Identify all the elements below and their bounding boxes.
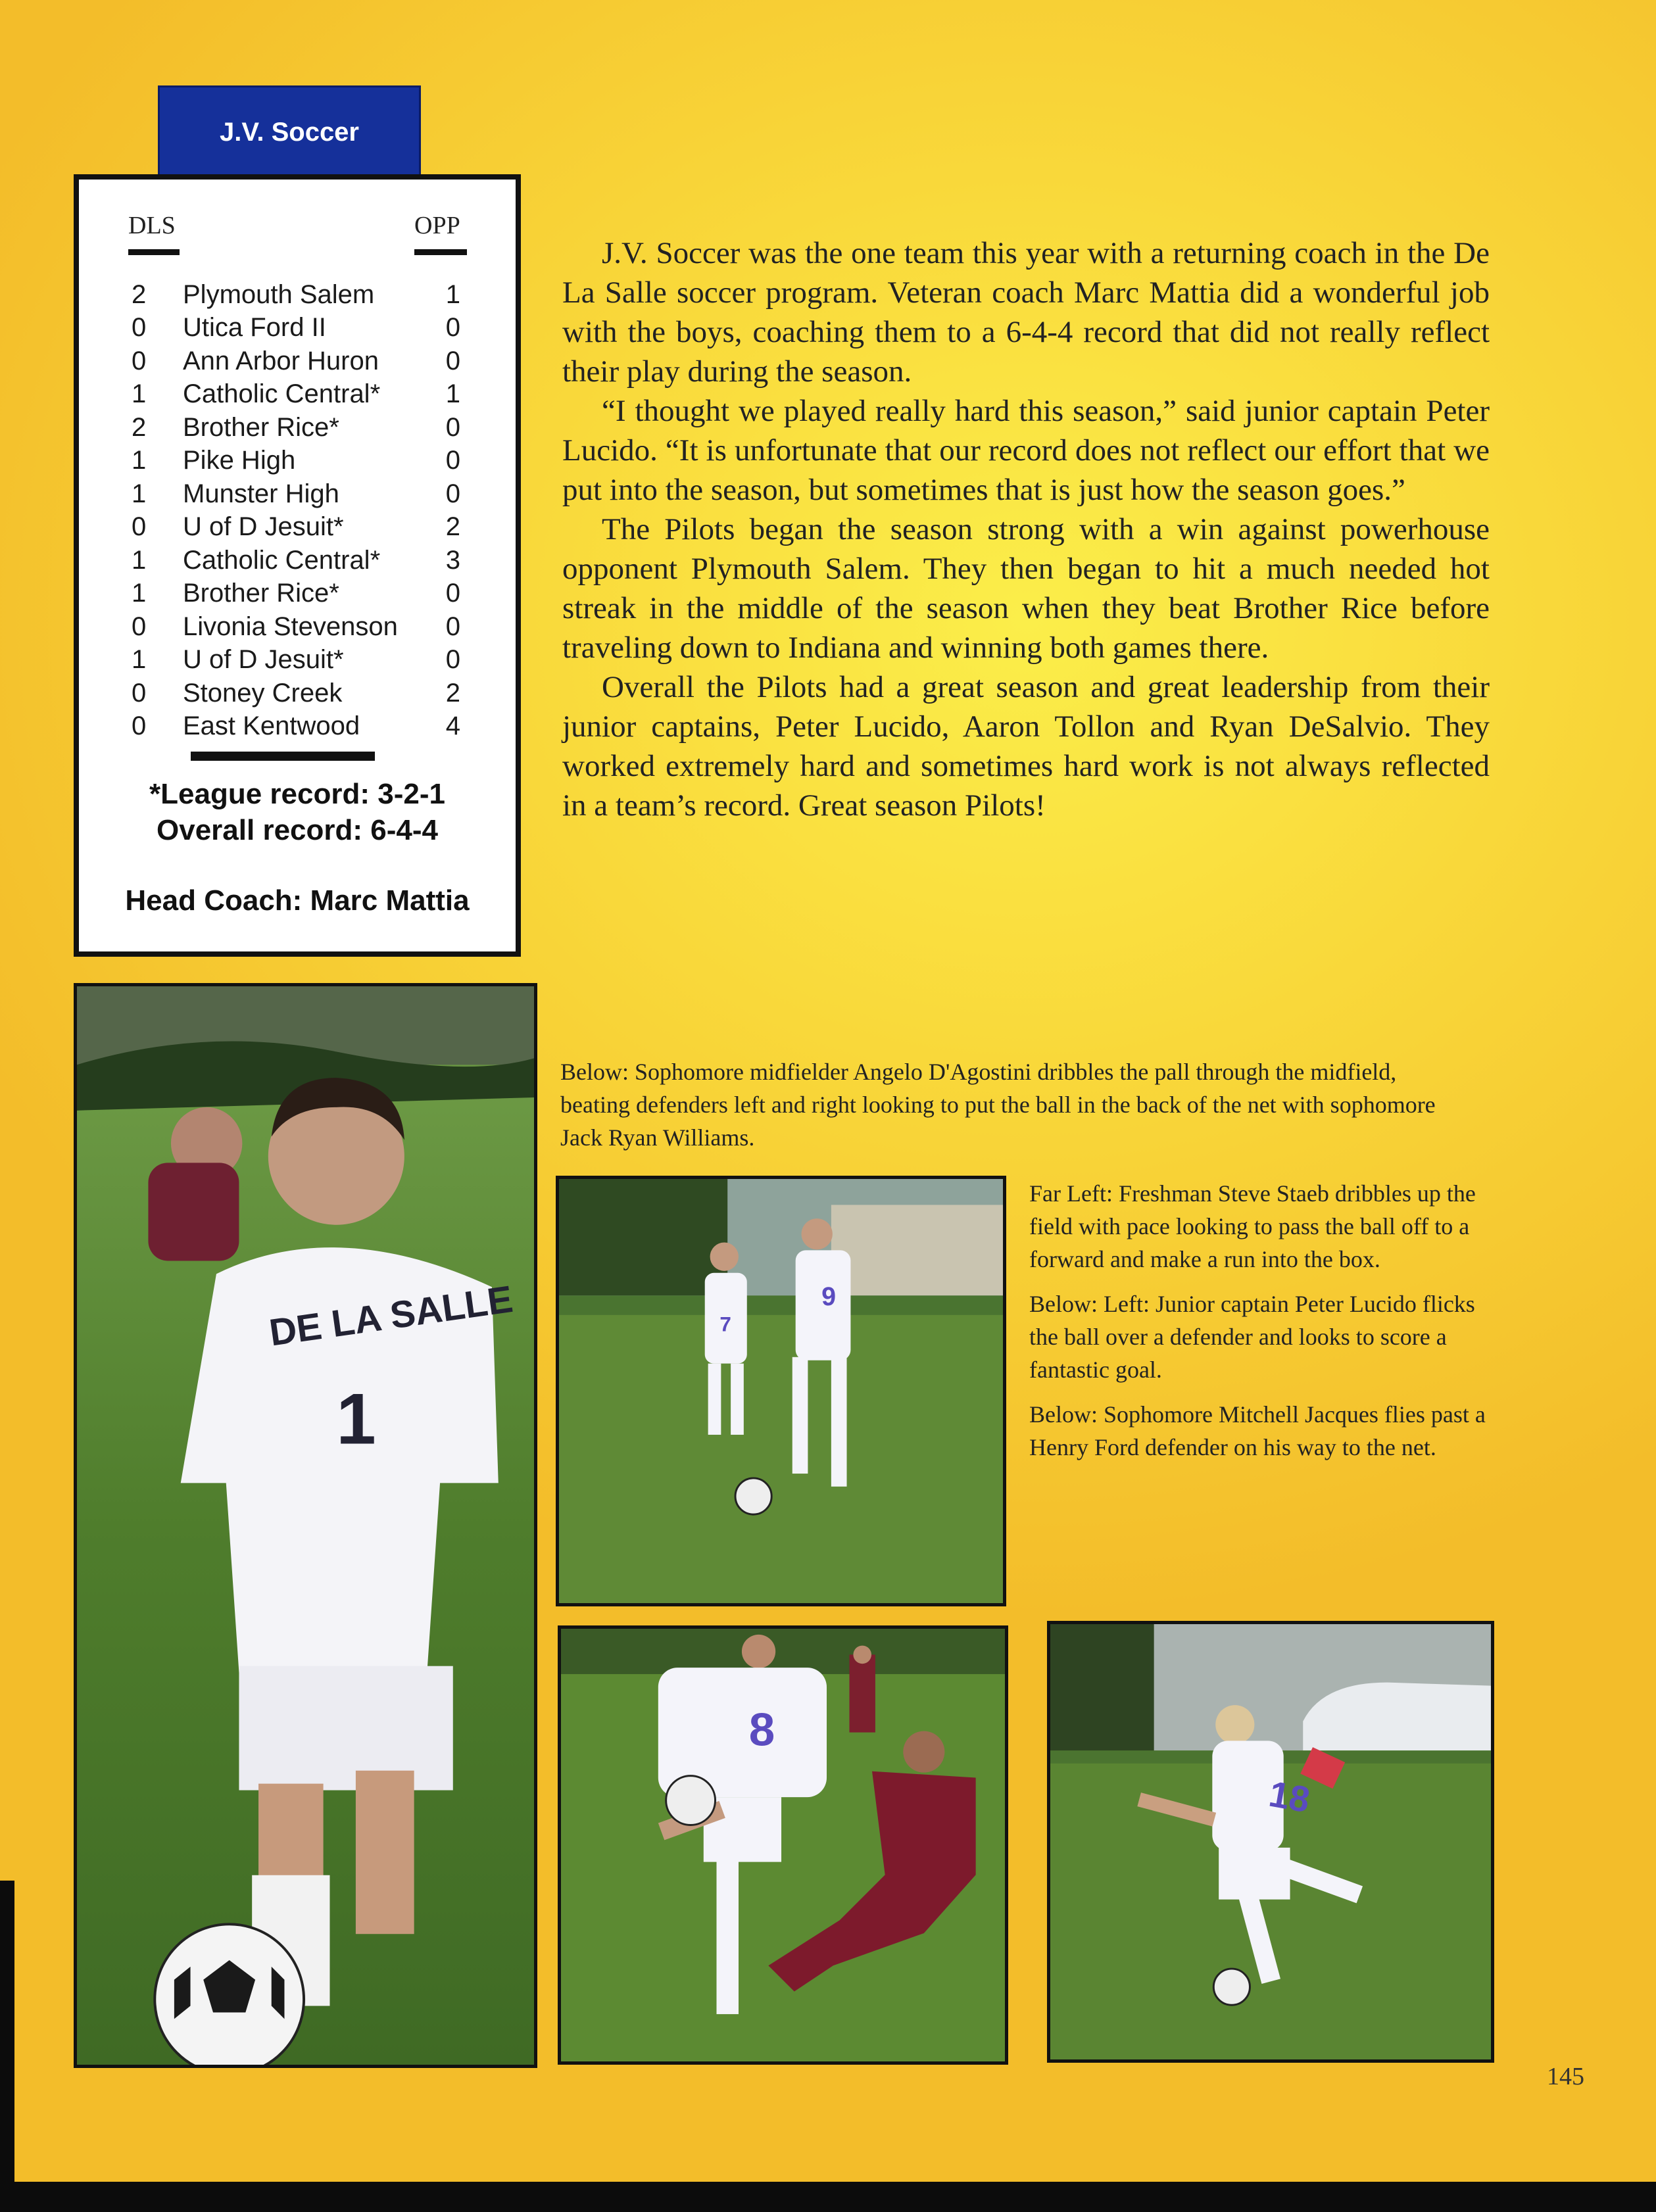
dls-header-rule <box>128 249 180 255</box>
caption-top <box>560 1055 1468 1166</box>
dls-score: 0 <box>132 346 147 375</box>
opponent-name: Catholic Central* <box>183 379 381 409</box>
jersey-number: 18 <box>1265 1773 1313 1821</box>
dls-header-label: DLS <box>128 212 176 239</box>
game-result-row <box>132 511 460 544</box>
opponent-score: 0 <box>445 612 460 641</box>
opponent-name: Brother Rice* <box>183 579 339 608</box>
dls-score: 1 <box>132 645 147 675</box>
opp-column-header <box>414 211 467 255</box>
game-result-row <box>132 644 460 677</box>
league-record: *League record: 3-2-1 <box>149 778 445 810</box>
jersey-number: 7 <box>719 1312 731 1336</box>
opponent-score: 0 <box>445 579 460 608</box>
overall-record: Overall record: 6-4-4 <box>157 814 438 846</box>
opponent-score: 0 <box>445 346 460 375</box>
story-paragraph: The Pilots began the season strong with a win against powerhouse opponent Plymouth Salem. They then began to hit a much needed hot streak in the middle of the season when they beat Brother Rice before traveling down to Indiana and winning both games there. <box>562 512 1490 665</box>
opponent-score: 1 <box>445 279 460 309</box>
photo-two-players <box>556 1176 1006 1606</box>
opponent-name: Livonia Stevenson <box>183 612 398 641</box>
jersey-number: 9 <box>821 1282 837 1312</box>
dls-score: 1 <box>132 545 147 575</box>
story-paragraph: “I thought we played really hard this season,” said junior captain Peter Lucido. “It is unfortunate that our record does not reflect our effort that we put into the season, but sometimes that is just how the season goes.” <box>562 394 1490 507</box>
opponent-name: East Kentwood <box>183 711 360 741</box>
scan-edge-left <box>0 1881 14 2183</box>
caption-side <box>1029 1177 1490 1476</box>
story-paragraph: J.V. Soccer was the one team this year with a returning coach in the De La Salle soccer program. Veteran coach Marc Mattia did a wonderful job with the boys, coaching them to a 6-4-4 record that did not really reflect their play during the season. <box>562 236 1490 389</box>
photo-running-kick <box>1047 1621 1494 2063</box>
caption-text: Below: Left: Junior captain Peter Lucido flicks the ball over a defender and looks to score a fantastic goal. <box>1029 1291 1475 1383</box>
game-result-row <box>132 278 460 312</box>
dls-score: 1 <box>132 479 147 508</box>
jersey-number: 1 <box>336 1379 376 1460</box>
scan-edge-bottom <box>0 2182 1656 2212</box>
dls-score: 0 <box>132 313 147 343</box>
game-result-row <box>132 411 460 445</box>
opponent-score: 0 <box>445 313 460 343</box>
game-result-row <box>132 710 460 744</box>
opponent-score: 4 <box>445 711 460 741</box>
record-divider <box>191 752 375 761</box>
opponent-score: 0 <box>445 479 460 508</box>
caption-text: Below: Sophomore midfielder Angelo D'Agostini dribbles the pall through the midfield, beating defenders left and right looking to put the ball in the back of the net with sophomore Jack Ryan Williams. <box>560 1059 1436 1151</box>
photo-slide-tackle <box>558 1625 1008 2065</box>
opponent-name: Utica Ford II <box>183 313 326 343</box>
opponent-score: 3 <box>445 545 460 575</box>
opponent-score: 0 <box>445 412 460 442</box>
dls-score: 1 <box>132 379 147 409</box>
opp-header-rule <box>414 249 467 255</box>
dls-score: 0 <box>132 711 147 741</box>
game-result-row <box>132 610 460 644</box>
photo-image <box>561 1629 1005 2061</box>
photo-player-dribbling <box>74 983 537 2068</box>
game-result-row <box>132 577 460 611</box>
opp-header-label: OPP <box>414 212 460 239</box>
opponent-score: 0 <box>445 645 460 675</box>
jersey-number: 8 <box>748 1704 775 1756</box>
opponent-name: U of D Jesuit* <box>183 512 344 542</box>
opponent-score: 2 <box>445 512 460 542</box>
opponent-score: 0 <box>445 446 460 475</box>
opponent-name: Pike High <box>183 446 296 475</box>
opponent-name: U of D Jesuit* <box>183 645 344 675</box>
head-coach: Head Coach: Marc Mattia <box>125 884 470 917</box>
opponent-score: 2 <box>445 678 460 708</box>
dls-score: 1 <box>132 446 147 475</box>
photo-image <box>559 1179 1003 1603</box>
page-number: 145 <box>1547 2063 1584 2090</box>
game-results-list <box>132 278 460 743</box>
game-result-row <box>132 445 460 478</box>
game-result-row <box>132 345 460 378</box>
game-result-row <box>132 677 460 710</box>
game-result-row <box>132 544 460 577</box>
jersey-text: DE LA SALLE <box>266 1278 516 1355</box>
opponent-score: 1 <box>445 379 460 409</box>
opponent-name: Munster High <box>183 479 339 508</box>
dls-score: 1 <box>132 579 147 608</box>
caption-text: Far Left: Freshman Steve Staeb dribbles up the field with pace looking to pass the ball off to a forward and make a run into the box. <box>1029 1180 1476 1272</box>
dls-score: 2 <box>132 412 147 442</box>
season-record-box <box>74 174 521 957</box>
dls-score: 0 <box>132 678 147 708</box>
game-result-row <box>132 312 460 345</box>
opponent-name: Catholic Central* <box>183 545 381 575</box>
caption-text: Below: Sophomore Mitchell Jacques flies past a Henry Ford defender on his way to the net. <box>1029 1401 1486 1460</box>
dls-score: 2 <box>132 279 147 309</box>
dls-column-header <box>128 211 180 255</box>
opponent-name: Brother Rice* <box>183 412 339 442</box>
game-result-row <box>132 378 460 412</box>
story-paragraph: Overall the Pilots had a great season and great leadership from their junior captains, Peter Lucido, Aaron Tollon and Ryan DeSalvio. They worked extremely hard and sometimes hard work is not always reflected in a team’s record. Great season Pilots! <box>562 670 1490 823</box>
story-text <box>562 233 1490 825</box>
opponent-name: Plymouth Salem <box>183 279 375 309</box>
dls-score: 0 <box>132 612 147 641</box>
dls-score: 0 <box>132 512 147 542</box>
opponent-name: Stoney Creek <box>183 678 343 708</box>
photo-image <box>1050 1624 1491 2059</box>
section-tab: J.V. Soccer <box>158 85 421 178</box>
photo-image <box>77 986 534 2065</box>
game-result-row <box>132 477 460 511</box>
opponent-name: Ann Arbor Huron <box>183 346 379 375</box>
